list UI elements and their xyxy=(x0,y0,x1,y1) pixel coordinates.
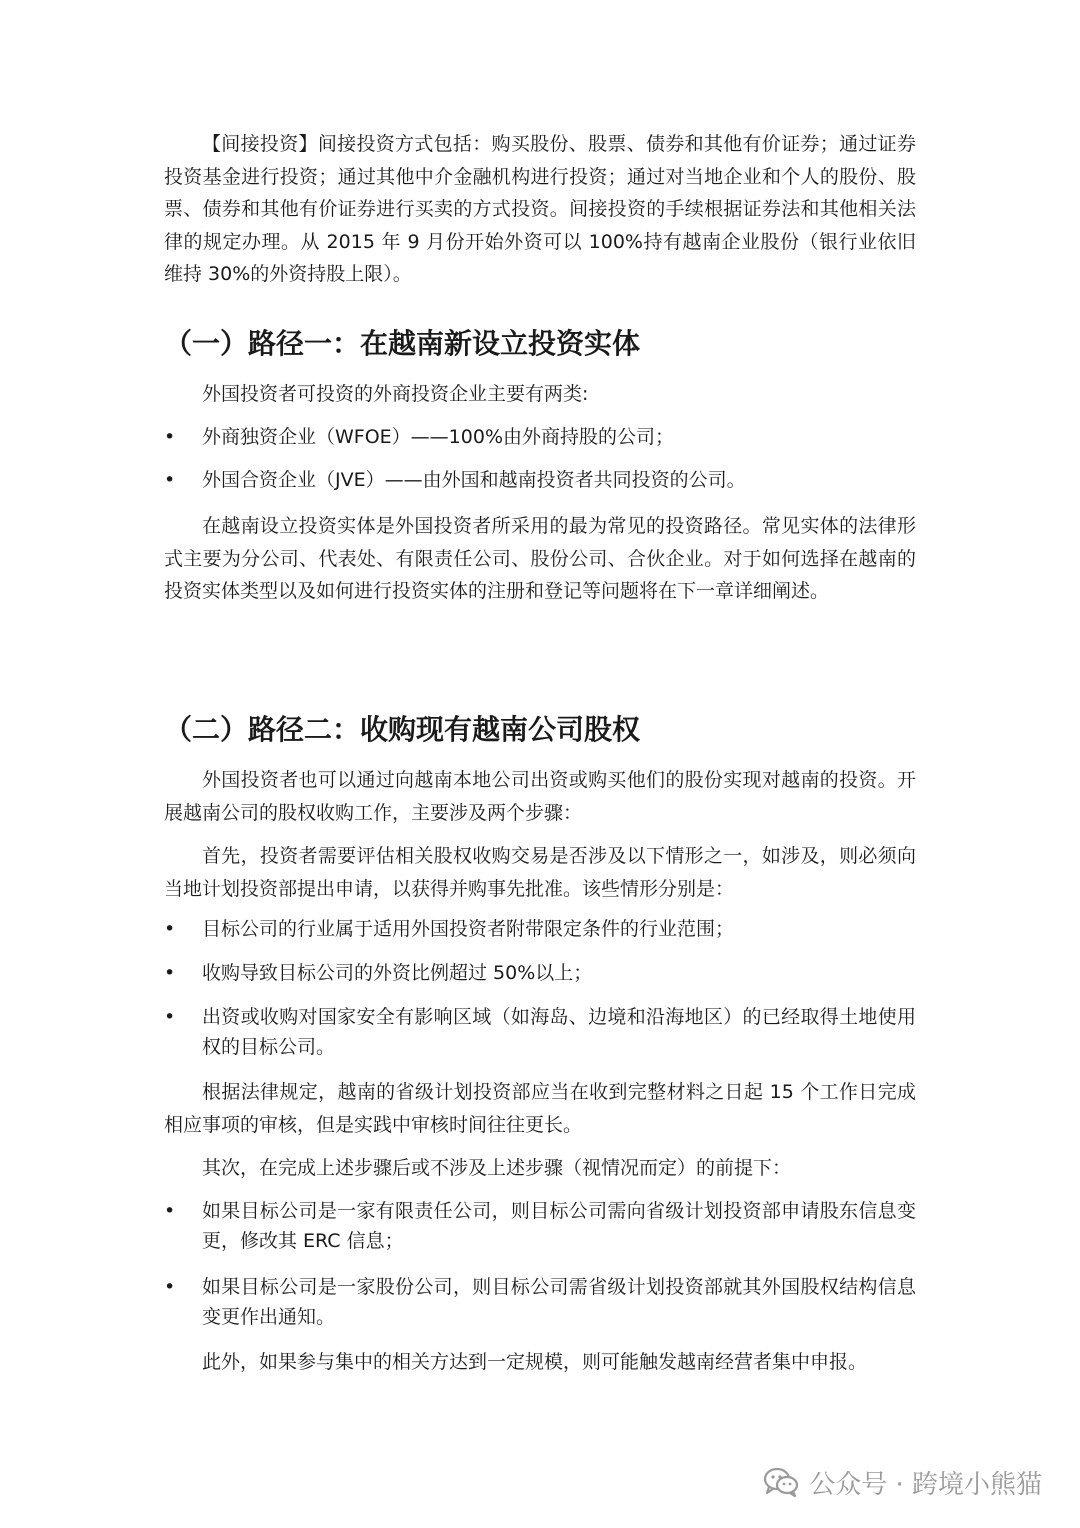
section2-condition-2 xyxy=(164,958,916,988)
section2-condition-1 xyxy=(164,914,916,944)
bullet-text: 如果目标公司是一家有限责任公司，则目标公司需向省级计划投资部申请股东信息变更，修改其 ERC 信息； xyxy=(202,1200,916,1252)
section1-body: 在越南设立投资实体是外国投资者所采用的最为常见的投资路径。常见实体的法律形式主要为分公司、代表处、有限责任公司、股份公司、合伙企业。对于如何选择在越南的投资实体类型以及如何进行投资实体的注册和登记等问题将在下一章详细阐述。 xyxy=(164,515,916,602)
bullet-text: 如果目标公司是一家股份公司，则目标公司需省级计划投资部就其外国股权结构信息变更作出通知。 xyxy=(202,1276,916,1328)
section1-intro: 外国投资者可投资的外商投资企业主要有两类: xyxy=(202,383,589,405)
section1-heading: （一）路径一：在越南新设立投资实体 xyxy=(164,327,641,360)
section2-condition-3 xyxy=(164,1002,916,1062)
bullet-text: 外商独资企业（WFOE）——100%由外商持股的公司； xyxy=(202,426,674,448)
bullet-dot: • xyxy=(164,426,176,448)
watermark xyxy=(763,1462,1042,1502)
bullet-text: 外国合资企业（JVE）——由外国和越南投资者共同投资的公司。 xyxy=(202,469,746,491)
section2-change-2 xyxy=(164,1272,916,1332)
bullet-text: 收购导致目标公司的外资比例超过 50%以上； xyxy=(202,962,593,984)
bullet-dot: • xyxy=(164,1006,176,1028)
section1-bullet-1 xyxy=(164,422,916,452)
watermark-text: 公众号 · 跨境小熊猫 xyxy=(809,1469,1042,1500)
section1-bullet-2 xyxy=(164,465,916,495)
section2-first-step: 首先，投资者需要评估相关股权收购交易是否涉及以下情形之一，如涉及，则必须向当地计划投资部提出申请，以获得并购事先批准。该些情形分别是： xyxy=(164,845,916,900)
bullet-text: 出资或收购对国家安全有影响区域（如海岛、边境和沿海地区）的已经取得土地使用权的目标公司。 xyxy=(202,1006,916,1058)
wechat-icon xyxy=(763,1466,799,1498)
section2-change-1 xyxy=(164,1196,916,1256)
bullet-dot: • xyxy=(164,1200,176,1222)
section2-closing: 此外，如果参与集中的相关方达到一定规模，则可能触发越南经营者集中申报。 xyxy=(202,1351,868,1373)
indirect-investment-paragraph: 【间接投资】间接投资方式包括：购买股份、股票、债券和其他有价证券；通过证券投资基金进行投资；通过其他中介金融机构进行投资；通过对当地企业和个人的股份、股票、债券和其他有价证券进行买卖的方式投资。间接投资的手续根据证券法和其他相关法律的规定办理。从 2015 年 9 月份开始外资可以 100%持有越南企业股份（银行业依旧维持 30%的外资持股上限）。 xyxy=(164,133,916,285)
bullet-dot: • xyxy=(164,962,176,984)
bullet-dot: • xyxy=(164,469,176,491)
bullet-dot: • xyxy=(164,1276,176,1298)
section2-intro: 外国投资者也可以通过向越南本地公司出资或购买他们的股份实现对越南的投资。开展越南公司的股权收购工作，主要涉及两个步骤： xyxy=(164,769,916,824)
section2-heading: （二）路径二：收购现有越南公司股权 xyxy=(164,713,641,746)
section2-second-step: 其次，在完成上述步骤后或不涉及上述步骤（视情况而定）的前提下： xyxy=(202,1157,792,1179)
bullet-dot: • xyxy=(164,918,176,940)
bullet-text: 目标公司的行业属于适用外国投资者附带限定条件的行业范围； xyxy=(202,918,735,940)
section2-law-paragraph: 根据法律规定，越南的省级计划投资部应当在收到完整材料之日起 15 个工作日完成相应事项的审核，但是实践中审核时间往往更长。 xyxy=(164,1081,916,1136)
